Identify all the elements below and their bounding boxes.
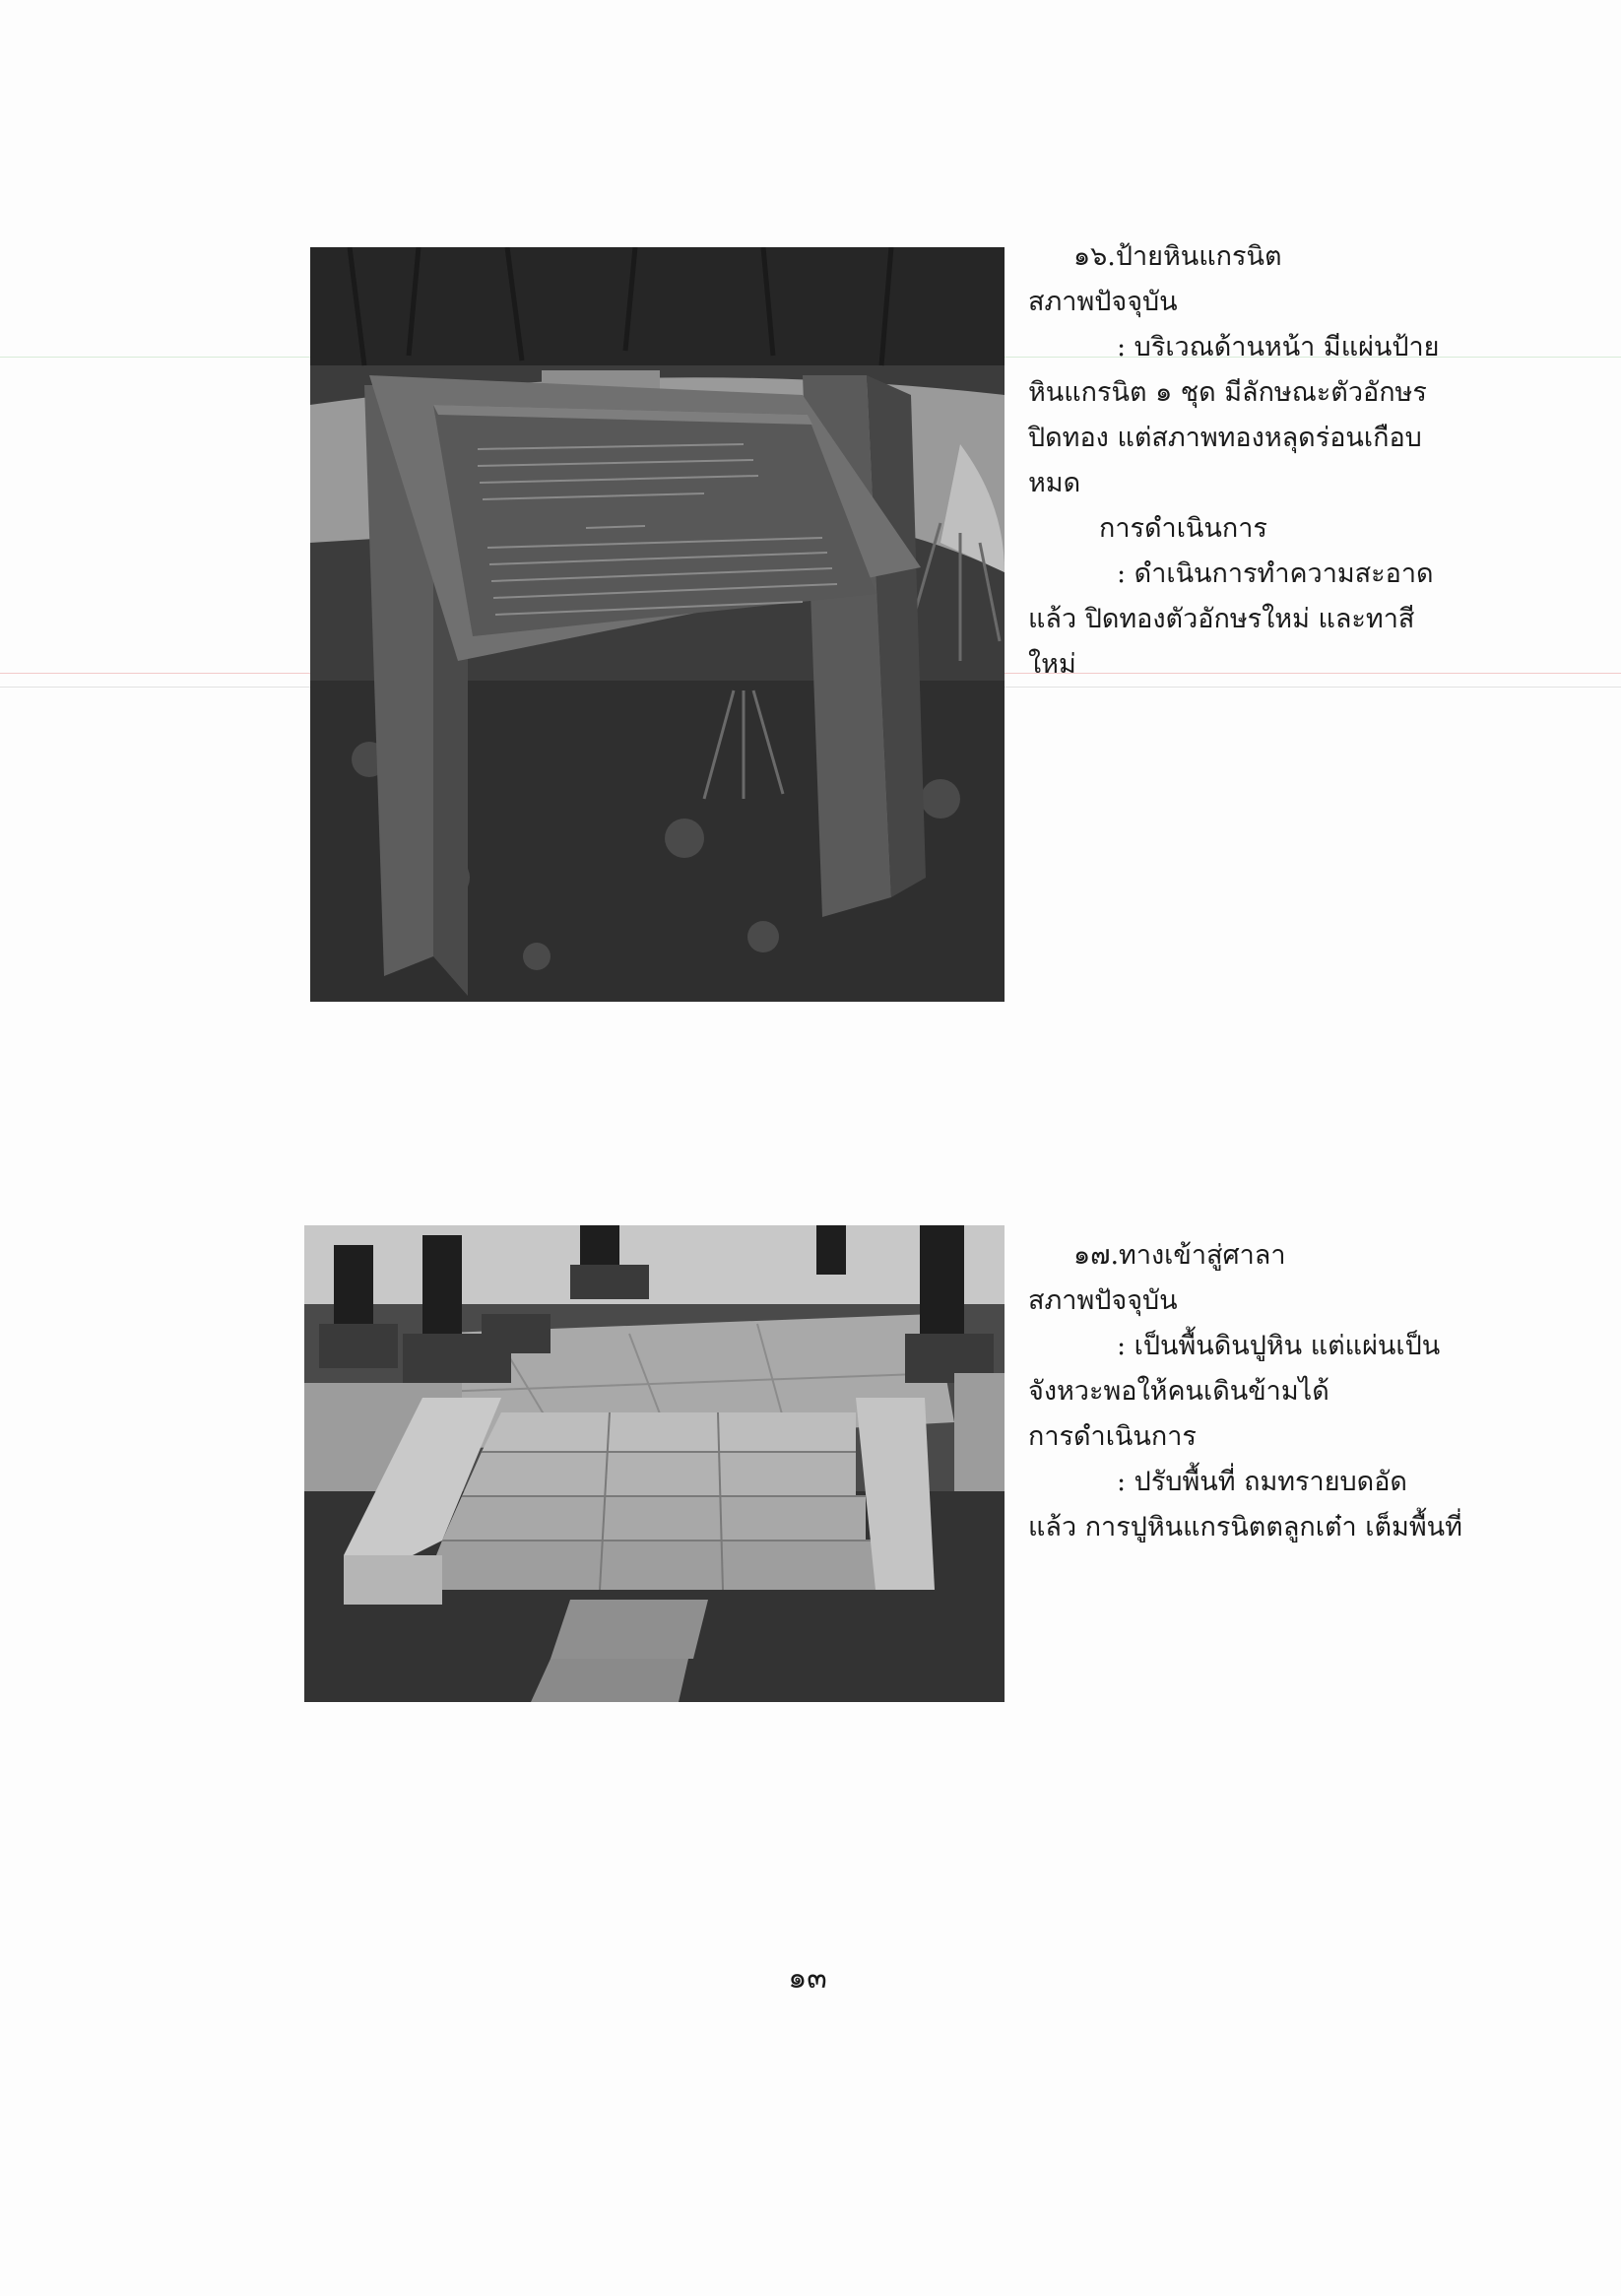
photo-pavilion-entrance	[304, 1225, 1005, 1702]
page-number: ๑๓	[788, 1961, 827, 1996]
item-heading: ๑๗.ทางเข้าสู่ศาลา	[1073, 1240, 1286, 1271]
condition-line: : เป็นพื้นดินปูหิน แต่แผ่นเป็น	[1117, 1331, 1441, 1361]
action-line: : ปรับพื้นที่ ถมทรายบดอัด	[1117, 1467, 1407, 1497]
condition-line: หินแกรนิต ๑ ชุด มีลักษณะตัวอักษร	[1028, 377, 1427, 408]
condition-line: หมด	[1028, 468, 1081, 498]
action-line: แล้ว การปูหินแกรนิตตลูกเต๋า เต็มพื้นที่	[1028, 1512, 1462, 1542]
condition-label: สภาพปัจจุบัน	[1028, 1285, 1178, 1316]
action-label: การดำเนินการ	[1099, 513, 1267, 544]
action-label: การดำเนินการ	[1028, 1421, 1197, 1452]
condition-line: : บริเวณด้านหน้า มีแผ่นป้าย	[1117, 332, 1440, 362]
action-line: ใหม่	[1028, 649, 1076, 680]
condition-label: สภาพปัจจุบัน	[1028, 287, 1178, 317]
item-heading: ๑๖.ป้ายหินแกรนิต	[1073, 241, 1282, 272]
photo-granite-sign	[310, 247, 1005, 1002]
action-line: : ดำเนินการทำความสะอาด	[1117, 558, 1434, 589]
caption-item-16	[1028, 234, 1440, 688]
condition-line: จังหวะพอให้คนเดินข้ามได้	[1028, 1376, 1329, 1407]
condition-line: ปิดทอง แต่สภาพทองหลุดร่อนเกือบ	[1028, 423, 1422, 453]
action-line: แล้ว ปิดทองตัวอักษรใหม่ และทาสี	[1028, 604, 1415, 634]
caption-item-17	[1028, 1233, 1462, 1550]
